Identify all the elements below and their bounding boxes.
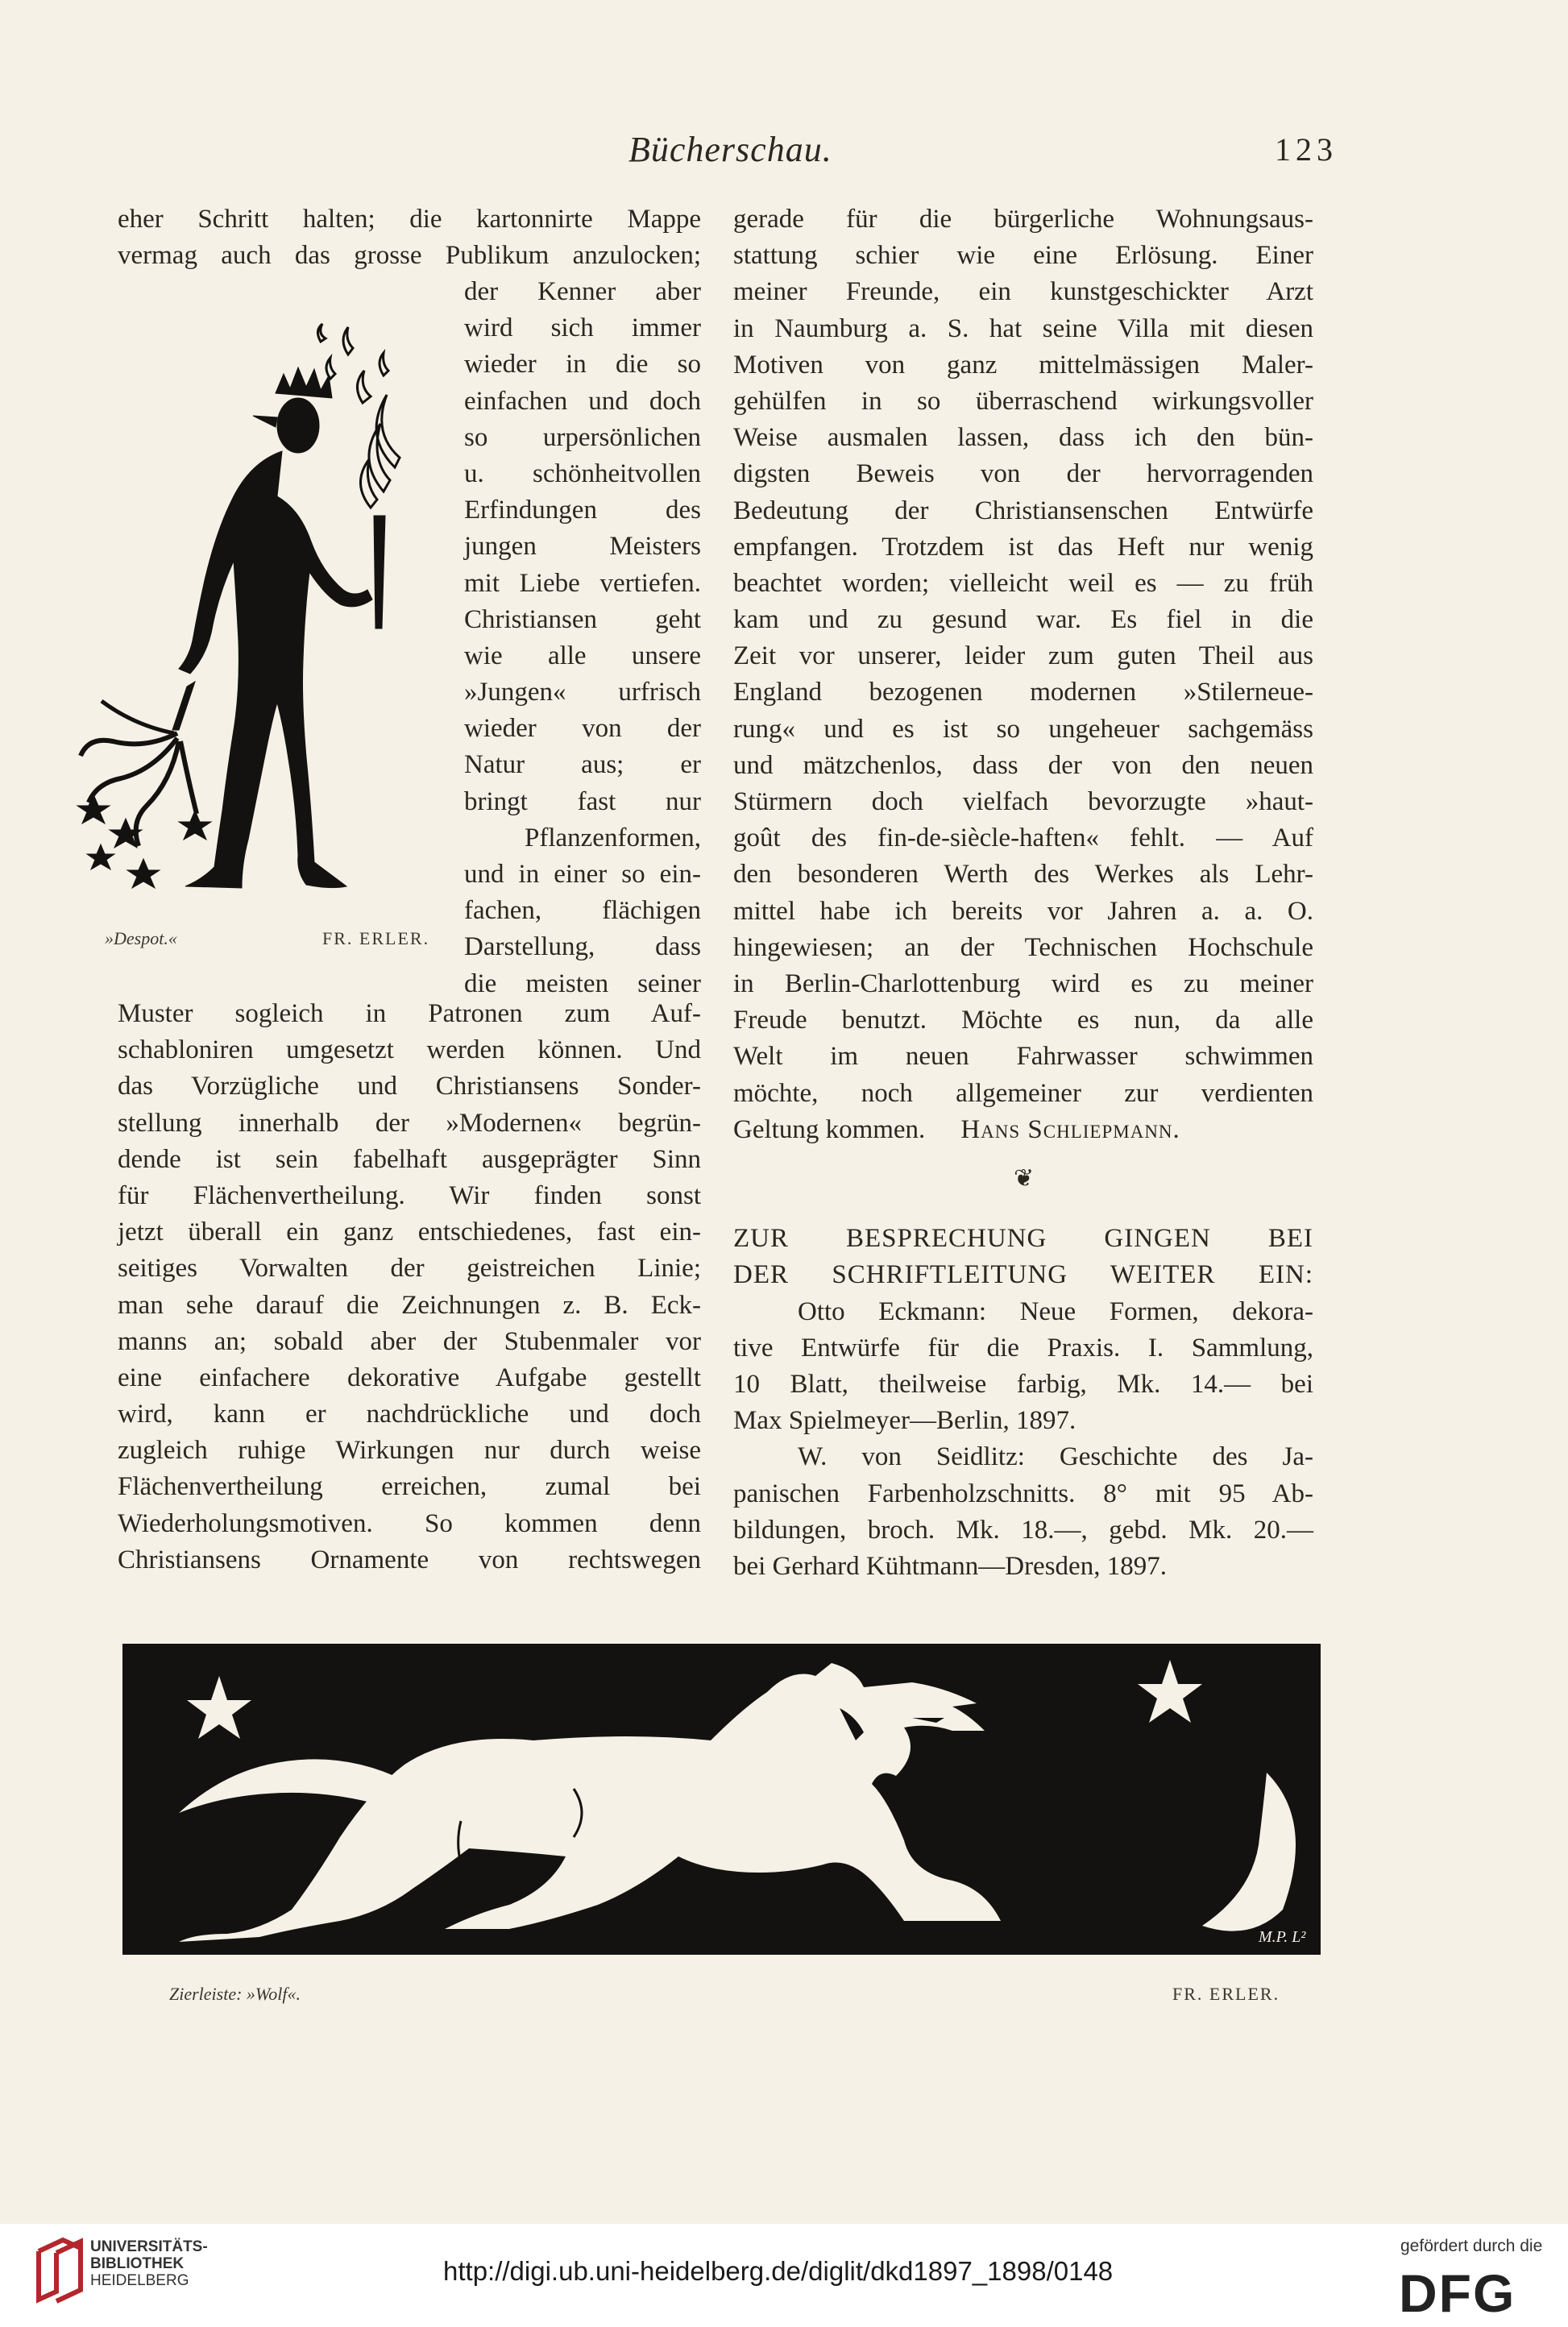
text-line: Flächenvertheilung erreichen, zumal bei [118,1472,701,1502]
text-line: mit Liebe vertiefen. [464,568,701,598]
text-line: eher Schritt halten; die kartonnirte Mappe [118,205,701,234]
text-line: goût des fin-de-siècle-haften« fehlt. — Auf [733,823,1313,853]
bibliography-entry: W. von Seidlitz: Geschichte des Ja- [798,1442,1313,1472]
bibliography-entry: bei Gerhard Kühtmann—Dresden, 1897. [733,1551,1167,1581]
text-line: beachtet worden; vielleicht weil es — zu früh [733,568,1313,598]
text-line: schabloniren umgesetzt werden können. Und [118,1035,701,1065]
text-line: gehülfen in so überraschend wirkungsvoller [733,386,1313,416]
text-line: Stürmern doch vielfach bevorzugte »haut- [733,787,1313,816]
fleuron-ornament: ❦ [1014,1165,1035,1192]
text-line: bringt fast nur [464,786,701,816]
text-line: Motiven von ganz mittelmässigen Maler- [733,350,1313,380]
text-line: Darstellung, dass [464,932,701,962]
text-line: mittel habe ich bereits vor Jahren a. a. O. [733,896,1313,926]
text-line: seitiges Vorwalten der geistreichen Linie; [118,1254,701,1284]
library-name-line: HEIDELBERG [90,2272,189,2289]
library-name-line: UNIVERSITÄTS- [90,2238,208,2255]
text-line: stattung schier wie eine Erlösung. Einer [733,241,1313,271]
text-line: jetzt überall ein ganz entschiedenes, fast ein- [118,1217,701,1247]
text-line: wird, kann er nachdrückliche und doch [118,1400,701,1429]
text-line: eine einfachere dekorative Aufgabe gestellt [118,1363,701,1392]
text-line: Christiansens Ornamente von rechtswegen [118,1545,701,1574]
library-logo-icon [34,2235,85,2304]
text-line: »Jungen« urfrisch [464,678,701,707]
bibliography-entry: 10 Blatt, theilweise farbig, Mk. 14.— bei [733,1370,1313,1399]
text-line: der Kenner aber [464,277,701,306]
funding-label: gefördert durch die [1400,2237,1543,2255]
text-line: und mätzchenlos, dass der von den neuen [733,750,1313,780]
running-title: Bücherschau. [628,130,832,169]
text-line: vermag auch das grosse Publikum anzulocken; [118,241,701,271]
wolf-caption-artist: FR. ERLER. [1172,1984,1280,2004]
text-line: stellung innerhalb der »Modernen« begrün- [118,1108,701,1138]
text-line: Bedeutung der Christiansenschen Entwürfe [733,496,1313,525]
text-line: rung« und es ist so ungeheuer sachgemäss [733,714,1313,744]
right-column [733,201,1313,1585]
text-line: Erfindungen des [464,496,701,525]
text-line: und in einer so ein- [464,860,701,889]
text-line: digsten Beweis von der hervorragenden [733,459,1313,489]
text-line: hingewiesen; an der Technischen Hochschule [733,932,1313,962]
left-column-wrap [464,274,701,1002]
text-line: wieder in die so [464,350,701,380]
text-line: Geltung kommen. [733,1114,926,1144]
text-line: zugleich ruhige Wirkungen nur durch weise [118,1436,701,1466]
library-name [90,2238,208,2289]
bibliography-entry: bildungen, broch. Mk. 18.—, gebd. Mk. 20.— [733,1515,1313,1545]
text-line: fachen, flächigen [464,896,701,926]
text-line: kam und zu gesund war. Es fiel in die [733,605,1313,635]
page-number: 123 [1275,131,1338,168]
bibliography-entry: Max Spielmeyer—Berlin, 1897. [733,1406,1076,1436]
text-line: Welt im neuen Fahrwasser schwimmen [733,1042,1313,1072]
text-line: möchte, noch allgemeiner zur verdienten [733,1078,1313,1108]
text-line: so urpersönlichen [464,422,701,452]
text-line-with-signature [733,1112,1313,1148]
text-line: wieder von der [464,714,701,744]
text-line: wie alle unsere [464,641,701,670]
wolf-monogram: M.P. L² [1259,1928,1306,1946]
author-signature: Hans Schliepmann. [960,1114,1180,1144]
text-line: in Berlin-Charlottenburg wird es zu meiner [733,969,1313,998]
text-line: Freude benutzt. Möchte es nun, da alle [733,1006,1313,1035]
text-line: England bezogenen modernen »Stilerneue- [733,678,1313,707]
text-line: jungen Meisters [464,532,701,562]
text-line: Pflanzenformen, [525,823,701,852]
left-column-bottom [118,996,701,1578]
wolf-frieze-illustration [122,1644,1321,1955]
bibliography-entry: panischen Farbenholzschnitts. 8° mit 95 Ab- [733,1479,1313,1508]
bibliography-entry: tive Entwürfe für die Praxis. I. Sammlung, [733,1333,1313,1363]
library-name-line: BIBLIOTHEK [90,2255,185,2272]
text-line: gerade für die bürgerliche Wohnungsaus- [733,205,1313,234]
permalink-url[interactable]: http://digi.ub.uni-heidelberg.de/diglit/dkd1897_1898/0148 [443,2256,1114,2286]
text-line: den besonderen Werth des Werkes als Lehr- [733,860,1313,890]
bibliography-entry: Otto Eckmann: Neue Formen, dekora- [798,1296,1313,1326]
section-heading: ZUR BESPRECHUNG GINGEN BEI [733,1224,1313,1254]
section-heading: DER SCHRIFTLEITUNG WEITER EIN: [733,1260,1313,1290]
text-line: Natur aus; er [464,750,701,780]
text-line: einfachen und doch [464,386,701,416]
text-line: manns an; sobald aber der Stubenmaler vor [118,1326,701,1356]
left-column-top [118,201,701,274]
text-line: für Flächenvertheilung. Wir finden sonst [118,1180,701,1210]
text-line: Weise ausmalen lassen, dass ich den bün- [733,423,1313,453]
text-line: u. schönheitvollen [464,458,701,488]
despot-illustration [64,306,459,919]
despot-caption-artist: FR. ERLER. [322,928,430,948]
text-line: in Naumburg a. S. hat seine Villa mit diesen [733,313,1313,343]
text-line: Wiederholungsmotiven. So kommen denn [118,1508,701,1538]
text-line: Muster sogleich in Patronen zum Auf- [118,999,701,1028]
text-line: empfangen. Trotzdem ist das Heft nur wenig [733,532,1313,562]
text-line: man sehe darauf die Zeichnungen z. B. Eck- [118,1290,701,1320]
text-line: Zeit vor unserer, leider zum guten Theil aus [733,641,1313,671]
wolf-caption-title: Zierleiste: »Wolf«. [169,1984,301,2004]
text-line: wird sich immer [464,313,701,343]
text-line: das Vorzügliche und Christiansens Sonder- [118,1072,701,1101]
text-line: die meisten seiner [464,969,701,998]
text-line: meiner Freunde, ein kunstgeschickter Arzt [733,277,1313,307]
text-line: Christiansen geht [464,604,701,634]
dfg-logo: DFG [1399,2263,1516,2323]
text-line: dende ist sein fabelhaft ausgeprägter Sinn [118,1144,701,1174]
despot-caption-title: »Despot.« [105,928,177,948]
